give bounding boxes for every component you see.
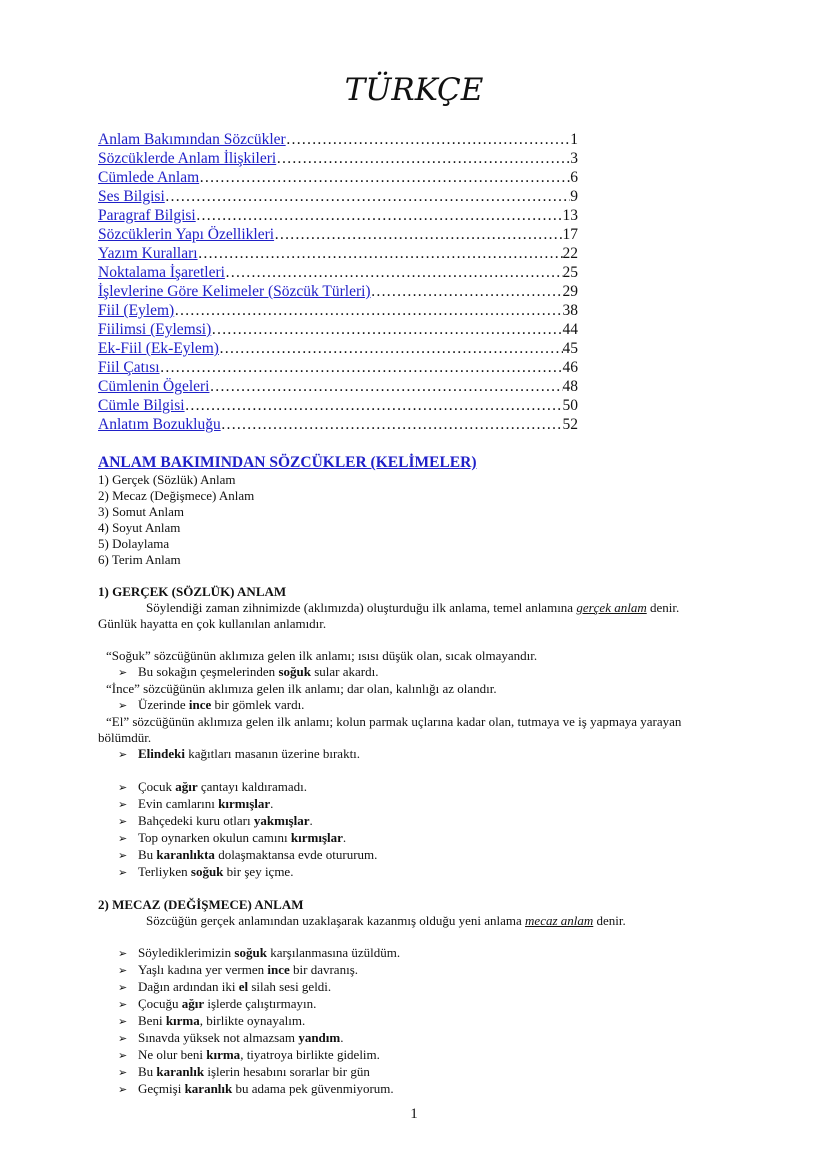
toc-page-number: 52 bbox=[562, 416, 578, 433]
toc-leader-dots bbox=[210, 377, 563, 396]
toc-page-number: 29 bbox=[562, 283, 578, 300]
example-text: Bu bbox=[138, 847, 157, 862]
example-text: Çocuk bbox=[138, 779, 176, 794]
toc-page-number: 38 bbox=[562, 302, 578, 319]
toc-leader-dots bbox=[196, 206, 563, 225]
toc-entry[interactable] bbox=[98, 301, 578, 320]
example-text: işlerin hesabını sorarlar bir gün bbox=[204, 1064, 370, 1079]
toc-leader-dots bbox=[198, 244, 563, 263]
example-bullet bbox=[98, 830, 738, 847]
example-keyword: soğuk bbox=[190, 864, 224, 879]
example-explanation: “Soğuk” sözcüğünün aklımıza gelen ilk anlamı; ısısı düşük olan, sıcak olmayandır. bbox=[106, 648, 538, 663]
example-text: Bu bbox=[138, 1064, 157, 1079]
example-explanation: “İnce” sözcüğünün aklımıza gelen ilk anlamı; dar olan, kalınlığı az olandır. bbox=[106, 681, 497, 696]
example-keyword: el bbox=[238, 979, 249, 994]
example-text: Evin camlarını bbox=[138, 796, 219, 811]
example-text: çantayı kaldıramadı. bbox=[197, 779, 307, 794]
toc-leader-dots bbox=[274, 225, 562, 244]
toc-link[interactable]: Fiil (Eylem) bbox=[98, 302, 175, 319]
example-keyword: soğuk bbox=[234, 945, 267, 960]
example-explanation-cont: bölümdür. bbox=[98, 730, 152, 745]
example-text: Terliyken bbox=[138, 864, 191, 879]
topic-list-item: 5) Dolaylama bbox=[98, 536, 170, 551]
toc-link[interactable]: Ek-Fiil (Ek-Eylem) bbox=[98, 340, 219, 357]
toc-link[interactable]: Cümlenin Ögeleri bbox=[98, 378, 210, 395]
toc-leader-dots bbox=[165, 187, 570, 206]
s1-heading: 1) GERÇEK (SÖZLÜK) ANLAM bbox=[98, 584, 287, 599]
document-body bbox=[98, 454, 738, 1098]
toc-leader-dots bbox=[286, 130, 571, 149]
example-bullet bbox=[98, 864, 738, 881]
example-bullet bbox=[98, 1064, 738, 1081]
toc-page-number: 13 bbox=[562, 207, 578, 224]
example-text: bir davranış. bbox=[289, 962, 358, 977]
example-text: Geçmişi bbox=[138, 1081, 185, 1096]
example-bullet bbox=[98, 779, 738, 796]
toc-entry[interactable] bbox=[98, 320, 578, 339]
toc-page-number: 22 bbox=[562, 245, 578, 262]
toc-entry[interactable] bbox=[98, 187, 578, 206]
example-text: Çocuğu bbox=[138, 996, 182, 1011]
example-keyword: ince bbox=[188, 697, 212, 712]
example-keyword: kırmışlar bbox=[218, 796, 271, 811]
example-text: dolaşmaktansa evde otururum. bbox=[214, 847, 378, 862]
example-text: bir gömlek vardı. bbox=[211, 697, 305, 712]
arrow-bullet-icon: ➢ bbox=[118, 816, 128, 828]
toc-entry[interactable] bbox=[98, 244, 578, 263]
example-bullet bbox=[98, 945, 738, 962]
example-keyword: ağır bbox=[181, 996, 205, 1011]
topic-list-item: 4) Soyut Anlam bbox=[98, 520, 181, 535]
arrow-bullet-icon: ➢ bbox=[118, 799, 128, 811]
toc-entry[interactable] bbox=[98, 263, 578, 282]
toc-link[interactable]: Cümle Bilgisi bbox=[98, 397, 185, 414]
arrow-bullet-icon: ➢ bbox=[118, 1084, 128, 1096]
toc-leader-dots bbox=[221, 415, 563, 434]
toc-link[interactable]: Noktalama İşaretleri bbox=[98, 264, 225, 281]
toc-link[interactable]: Yazım Kuralları bbox=[98, 245, 198, 262]
example-text: . bbox=[340, 1030, 344, 1045]
section-heading-link[interactable]: ANLAM BAKIMINDAN SÖZCÜKLER (KELİMELER) bbox=[98, 454, 477, 471]
example-bullet bbox=[98, 746, 738, 763]
toc-link[interactable]: Fiil Çatısı bbox=[98, 359, 160, 376]
example-text: Yaşlı kadına yer vermen bbox=[138, 962, 268, 977]
example-text: kağıtları masanın üzerine bıraktı. bbox=[184, 746, 361, 761]
example-text: Bu sokağın çeşmelerinden bbox=[138, 664, 279, 679]
arrow-bullet-icon: ➢ bbox=[118, 700, 128, 712]
toc-leader-dots bbox=[219, 339, 563, 358]
toc-leader-dots bbox=[225, 263, 563, 282]
toc-link[interactable]: İşlevlerine Göre Kelimeler (Sözcük Türleri) bbox=[98, 283, 371, 300]
toc-page-number: 48 bbox=[562, 378, 578, 395]
example-text: bir şey içme. bbox=[223, 864, 294, 879]
arrow-bullet-icon: ➢ bbox=[118, 982, 128, 994]
toc-page-number: 3 bbox=[570, 150, 578, 167]
toc-leader-dots bbox=[276, 149, 570, 168]
toc-entry[interactable] bbox=[98, 168, 578, 187]
topic-list-item: 2) Mecaz (Değişmece) Anlam bbox=[98, 488, 255, 503]
arrow-bullet-icon: ➢ bbox=[118, 850, 128, 862]
example-keyword: karanlıkta bbox=[156, 847, 215, 862]
toc-link[interactable]: Fiilimsi (Eylemsi) bbox=[98, 321, 212, 338]
toc-link[interactable]: Cümlede Anlam bbox=[98, 169, 200, 186]
toc-link[interactable]: Anlatım Bozukluğu bbox=[98, 416, 221, 433]
arrow-bullet-icon: ➢ bbox=[118, 1050, 128, 1062]
example-text: silah sesi geldi. bbox=[248, 979, 332, 994]
toc-leader-dots bbox=[371, 282, 563, 301]
example-bullet bbox=[98, 996, 738, 1013]
example-keyword: kırma bbox=[206, 1047, 241, 1062]
toc-entry[interactable] bbox=[98, 358, 578, 377]
example-text: . bbox=[309, 813, 313, 828]
toc-leader-dots bbox=[174, 301, 562, 320]
toc-entry[interactable] bbox=[98, 206, 578, 225]
topic-list-item: 6) Terim Anlam bbox=[98, 552, 181, 567]
example-bullet bbox=[98, 962, 738, 979]
arrow-bullet-icon: ➢ bbox=[118, 749, 128, 761]
example-bullet bbox=[98, 697, 738, 714]
example-text: . bbox=[342, 830, 347, 845]
arrow-bullet-icon: ➢ bbox=[118, 965, 128, 977]
topic-list bbox=[98, 472, 738, 568]
toc-page-number: 45 bbox=[562, 340, 578, 357]
toc-entry[interactable] bbox=[98, 415, 578, 434]
example-bullet bbox=[98, 813, 738, 830]
toc-entry[interactable] bbox=[98, 339, 578, 358]
toc-entry[interactable] bbox=[98, 225, 578, 244]
example-explanation: “El” sözcüğünün aklımıza gelen ilk anlamı; kolun parmak uçlarına kadar olan, tutmaya ve iş yapmaya yarayan bbox=[106, 714, 682, 729]
example-text: işlerde çalıştırmayın. bbox=[204, 996, 317, 1011]
example-text: Sınavda yüksek not almazsam bbox=[138, 1030, 299, 1045]
arrow-bullet-icon: ➢ bbox=[118, 999, 128, 1011]
document-title: TÜRKÇE bbox=[344, 72, 484, 108]
toc-entry[interactable] bbox=[98, 396, 578, 415]
example-bullet bbox=[98, 1030, 738, 1047]
arrow-bullet-icon: ➢ bbox=[118, 1016, 128, 1028]
toc-leader-dots bbox=[160, 358, 563, 377]
arrow-bullet-icon: ➢ bbox=[118, 667, 128, 679]
toc-page-number: 1 bbox=[570, 131, 578, 148]
example-bullet bbox=[98, 979, 738, 996]
arrow-bullet-icon: ➢ bbox=[118, 833, 128, 845]
arrow-bullet-icon: ➢ bbox=[118, 1033, 128, 1045]
example-keyword: kırmışlar bbox=[290, 830, 343, 845]
toc-link[interactable]: Ses Bilgisi bbox=[98, 188, 165, 205]
example-text: Bahçedeki kuru otları bbox=[138, 813, 254, 828]
s1-note: Günlük hayatta en çok kullanılan anlamıdır. bbox=[98, 616, 327, 631]
topic-list-item: 1) Gerçek (Sözlük) Anlam bbox=[98, 472, 236, 487]
page-number: 1 bbox=[410, 1106, 418, 1122]
topic-list-item: 3) Somut Anlam bbox=[98, 504, 184, 519]
toc-leader-dots bbox=[185, 396, 563, 415]
toc-link[interactable]: Anlam Bakımından Sözcükler bbox=[98, 131, 286, 148]
example-text: karşılanmasına üzüldüm. bbox=[266, 945, 401, 960]
example-keyword: soğuk bbox=[278, 664, 311, 679]
example-bullet bbox=[98, 664, 738, 681]
toc-page-number: 17 bbox=[562, 226, 578, 243]
toc-leader-dots bbox=[211, 320, 562, 339]
toc-link[interactable]: Paragraf Bilgisi bbox=[98, 207, 196, 224]
toc-page-number: 46 bbox=[562, 359, 578, 376]
toc-page-number: 9 bbox=[570, 188, 578, 205]
toc-page-number: 6 bbox=[570, 169, 578, 186]
example-text: Üzerinde bbox=[138, 697, 189, 712]
example-bullet bbox=[98, 847, 738, 864]
example-text: Dağın ardından iki bbox=[138, 979, 239, 994]
example-text: , tiyatroya birlikte gidelim. bbox=[240, 1047, 380, 1062]
example-bullet bbox=[98, 1047, 738, 1064]
example-text: . bbox=[270, 796, 274, 811]
toc-entry[interactable] bbox=[98, 282, 578, 301]
example-text: Söylediklerimizin bbox=[138, 945, 235, 960]
arrow-bullet-icon: ➢ bbox=[118, 948, 128, 960]
example-text: sular akardı. bbox=[310, 664, 379, 679]
example-keyword: ağır bbox=[175, 779, 198, 794]
s2-definition: Sözcüğün gerçek anlamından uzaklaşarak kazanmış olduğu yeni anlama mecaz anlam denir. bbox=[146, 913, 626, 928]
example-keyword: yakmışlar bbox=[253, 813, 310, 828]
toc-link[interactable]: Sözcüklerde Anlam İlişkileri bbox=[98, 150, 277, 167]
toc-page-number: 25 bbox=[562, 264, 578, 281]
s1-definition: Söylendiği zaman zihnimizde (aklımızda) oluşturduğu ilk anlama, temel anlamına gerçek anlam denir. bbox=[146, 600, 680, 615]
example-text: bu adama pek güvenmiyorum. bbox=[232, 1081, 394, 1096]
arrow-bullet-icon: ➢ bbox=[118, 867, 128, 879]
toc-page-number: 50 bbox=[562, 397, 578, 414]
example-keyword: karanlık bbox=[156, 1064, 205, 1079]
example-keyword: kırma bbox=[165, 1013, 200, 1028]
example-bullet bbox=[98, 796, 738, 813]
toc-link[interactable]: Sözcüklerin Yapı Özellikleri bbox=[98, 226, 275, 243]
toc-entry[interactable] bbox=[98, 130, 578, 149]
table-of-contents bbox=[98, 130, 578, 434]
toc-entry[interactable] bbox=[98, 377, 578, 396]
s2-heading: 2) MECAZ (DEĞİŞMECE) ANLAM bbox=[98, 897, 304, 912]
toc-leader-dots bbox=[199, 168, 570, 187]
example-text: Beni bbox=[138, 1013, 166, 1028]
example-keyword: yandım bbox=[298, 1030, 341, 1045]
example-keyword: karanlık bbox=[184, 1081, 233, 1096]
toc-entry[interactable] bbox=[98, 149, 578, 168]
arrow-bullet-icon: ➢ bbox=[118, 782, 128, 794]
example-bullet bbox=[98, 1081, 738, 1098]
arrow-bullet-icon: ➢ bbox=[118, 1067, 128, 1079]
example-text: Ne olur beni bbox=[138, 1047, 207, 1062]
toc-page-number: 44 bbox=[562, 321, 578, 338]
example-keyword: ince bbox=[267, 962, 290, 977]
example-text: Top oynarken okulun camını bbox=[138, 830, 291, 845]
example-keyword: Elindeki bbox=[138, 746, 185, 761]
example-text: , birlikte oynayalım. bbox=[199, 1013, 306, 1028]
example-bullet bbox=[98, 1013, 738, 1030]
